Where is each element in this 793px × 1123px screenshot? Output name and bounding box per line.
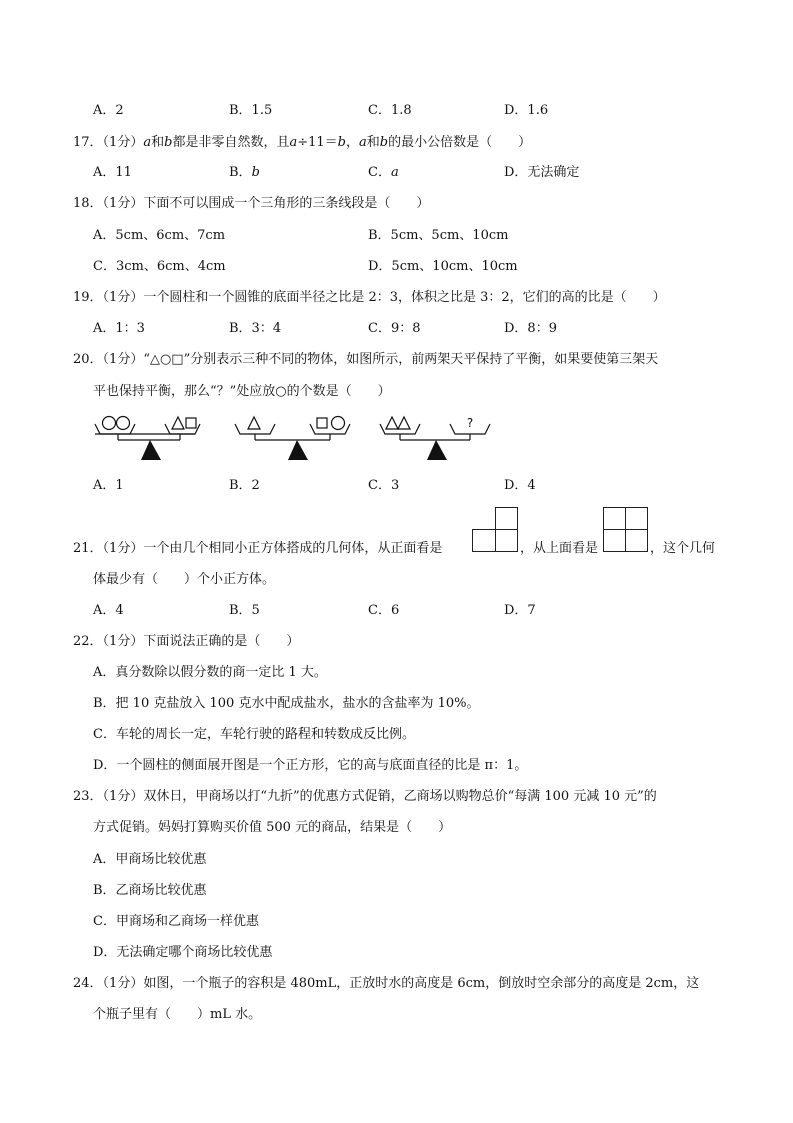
q18-option-c[interactable]: C．3cm、6cm、4cm (93, 259, 226, 274)
q16-option-a[interactable]: A．2 (93, 103, 124, 118)
top-view-cell-3 (603, 529, 626, 552)
q17-option-a[interactable]: A．11 (93, 165, 132, 180)
q22-stem: 22．（1分）下面说法正确的是（ ） (73, 634, 300, 649)
q17-text-2: 都是非零自然数，且 (172, 135, 290, 150)
q20-option-c[interactable]: C．3 (368, 478, 400, 493)
top-view-cell-1 (603, 507, 626, 530)
q23-stem-line2: 方式促销。妈妈打算购买价值 500 元的商品，结果是（ ） (93, 820, 452, 835)
front-view-top-cell (495, 507, 518, 530)
q17-expr: ÷11＝ (297, 135, 338, 150)
q21-option-c[interactable]: C．6 (368, 603, 400, 618)
q19-option-b[interactable]: B．3：4 (229, 321, 282, 336)
q18-stem: 18．（1分）下面不可以围成一个三角形的三条线段是（ ） (73, 196, 430, 211)
q22-option-c[interactable]: C．车轮的周长一定，车轮行驶的路程和转数成反比例。 (93, 727, 415, 742)
q17-expr-a: a (289, 135, 298, 150)
q17-comma: ， (345, 135, 359, 150)
q24-stem-line1: 24．（1分）如图，一个瓶子的容积是 480mL，正放时水的高度是 6cm，倒放时空余部分的高度是 2cm，这 (73, 976, 700, 991)
q17-var-a: a (143, 135, 152, 150)
q21-option-a[interactable]: A．4 (93, 603, 124, 618)
balance-3 (380, 417, 490, 440)
q22-option-b[interactable]: B．把 10 克盐放入 100 克水中配成盐水，盐水的含盐率为 10%。 (93, 696, 480, 711)
q23-option-c[interactable]: C．甲商场和乙商场一样优惠 (93, 914, 259, 929)
q17-option-c[interactable] (368, 165, 399, 181)
q19-option-a[interactable]: A．1：3 (93, 321, 145, 336)
q17-option-b-var: b (251, 165, 260, 180)
q17-option-b[interactable] (229, 165, 260, 181)
q24-stem-line2: 个瓶子里有（ ）mL 水。 (93, 1007, 262, 1022)
q17-option-c-var: a (390, 165, 399, 180)
q20-stem-line2: 平也保持平衡，那么“？”处应放○的个数是（ ） (93, 384, 391, 399)
q17-var-a2: a (359, 135, 367, 150)
q19-option-d[interactable]: D．8：9 (504, 321, 557, 336)
q23-option-d[interactable]: D．无法确定哪个商场比较优惠 (93, 945, 273, 960)
q17-text-1: 和 (151, 135, 165, 150)
balance-2 (235, 417, 350, 441)
q22-option-d[interactable]: D．一个圆柱的侧面展开图是一个正方形，它的高与底面直径的比是 π：1。 (93, 758, 528, 773)
top-view-cell-4 (625, 529, 648, 552)
q17-text-end: 的最小公倍数是（ ） (388, 135, 532, 150)
q22-option-a[interactable]: A．真分数除以假分数的商一定比 1 大。 (93, 665, 327, 680)
q21-option-b[interactable]: B．5 (229, 603, 260, 618)
q20-balance-figure (90, 410, 520, 466)
q20-option-d[interactable]: D．4 (504, 478, 536, 493)
q17-stem (73, 135, 531, 151)
q17-option-c-label: C． (368, 165, 391, 180)
q17-option-b-label: B． (229, 165, 252, 180)
q21-stem-part3: ，这个几何 (650, 541, 716, 556)
q18-option-d[interactable]: D．5cm、10cm、10cm (368, 259, 518, 274)
q16-option-b[interactable]: B．1.5 (229, 103, 273, 118)
q16-option-c[interactable]: C．1.8 (368, 103, 412, 118)
q20-option-a[interactable]: A．1 (93, 478, 124, 493)
q17-var-b2: b (379, 135, 389, 150)
q18-option-b[interactable]: B．5cm、5cm、10cm (368, 228, 509, 243)
q17-expr-b: b (337, 135, 346, 150)
q21-stem-part1: 21．（1分）一个由几个相同小正方体搭成的几何体，从正面看是 (73, 541, 443, 556)
q17-var-b: b (164, 135, 173, 150)
q23-option-b[interactable]: B．乙商场比较优惠 (93, 883, 207, 898)
q17-text-3: 和 (366, 135, 380, 150)
front-view-bottom-right-cell (495, 529, 518, 552)
q20-question-mark: ? (466, 416, 474, 430)
balance-1 (95, 417, 200, 441)
top-view-cell-2 (625, 507, 648, 530)
q23-stem-line1: 23．（1分）双休日，甲商场以打“九折”的优惠方式促销，乙商场以购物总价“每满 100 元减 10 元”的 (73, 789, 657, 804)
q21-stem-line2: 体最少有（ ）个小正方体。 (93, 572, 276, 587)
q23-option-a[interactable]: A．甲商场比较优惠 (93, 852, 207, 867)
q19-option-c[interactable]: C．9：8 (368, 321, 421, 336)
q16-option-d[interactable]: D．1.6 (504, 103, 549, 118)
q18-option-a[interactable]: A．5cm、6cm、7cm (93, 228, 226, 243)
q19-stem: 19．（1分）一个圆柱和一个圆锥的底面半径之比是 2：3，体积之比是 3：2，它们的高的比是（ ） (73, 290, 666, 305)
q20-stem-line1: 20．（1分）“△○□”分别表示三种不同的物体，如图所示，前两架天平保持了平衡，如果要使第三架天 (73, 352, 659, 367)
q17-number: 17．（1分） (73, 135, 144, 150)
q20-option-b[interactable]: B．2 (229, 478, 260, 493)
q17-option-d[interactable]: D．无法确定 (504, 165, 580, 180)
front-view-bottom-left-cell (472, 529, 496, 552)
q21-option-d[interactable]: D．7 (504, 603, 536, 618)
q21-stem-part2: ，从上面看是 (520, 541, 599, 556)
